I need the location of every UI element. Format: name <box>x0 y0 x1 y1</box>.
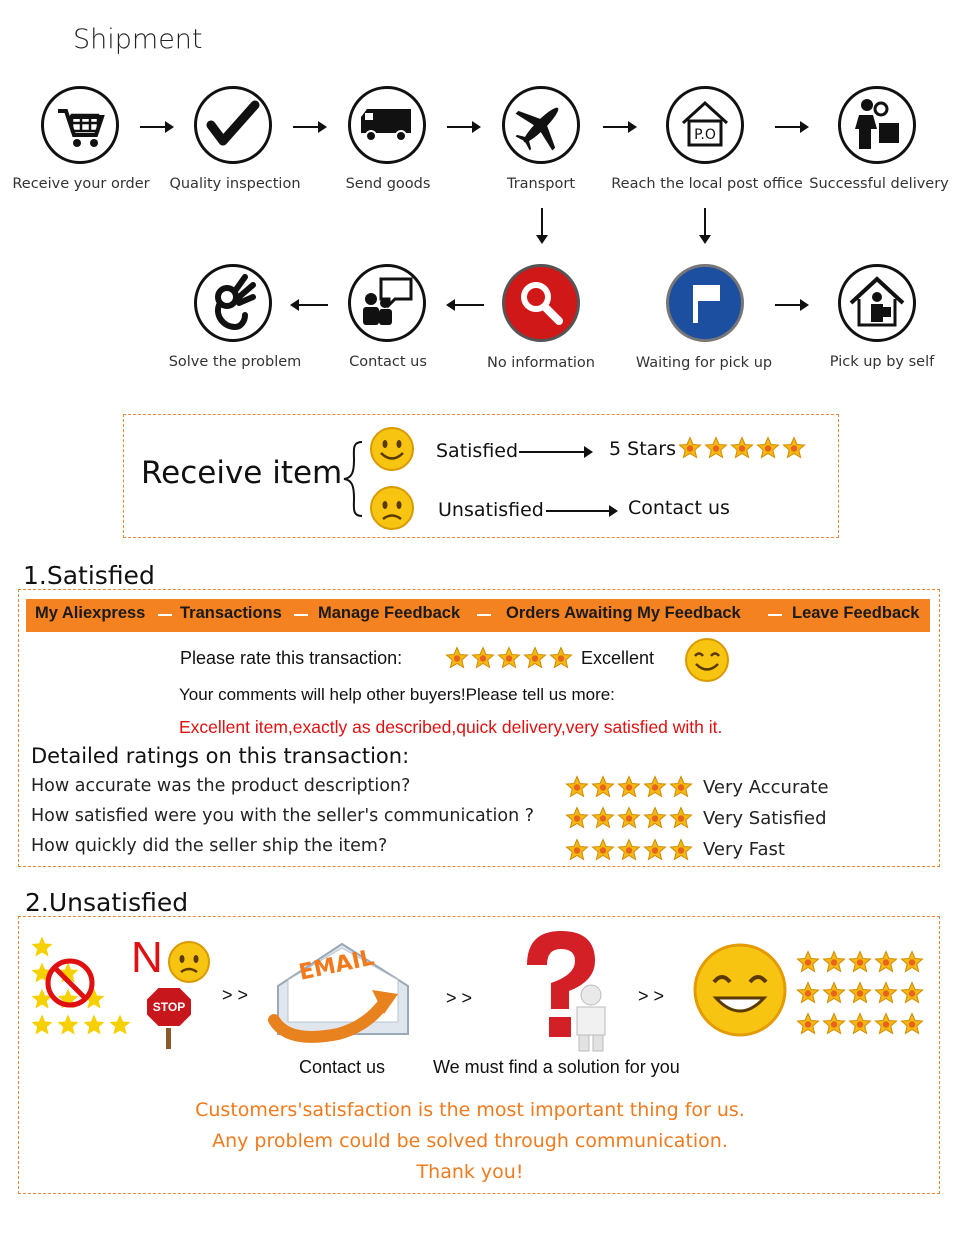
flow-arrow <box>603 126 635 128</box>
flow-arrow <box>140 126 172 128</box>
solution-caption: We must find a solution for you <box>433 1057 680 1077</box>
flow-arrow <box>546 510 616 512</box>
crossed-stars-icon <box>30 935 140 1039</box>
star-icon <box>796 981 820 1005</box>
star-icon <box>730 436 754 460</box>
rate-prompt: Please rate this transaction: <box>180 648 403 668</box>
smile-face-icon <box>684 637 730 683</box>
ok-hand-icon <box>194 264 272 342</box>
star-icon <box>565 775 589 799</box>
flow-arrow-down <box>704 208 706 242</box>
breadcrumb-my-aliexpress[interactable]: My Aliexpress <box>35 604 146 622</box>
step-label: Quality inspection <box>169 176 301 192</box>
step-label: Pick up by self <box>829 354 935 370</box>
star-icon <box>848 981 872 1005</box>
flow-arrow-text: > > <box>222 985 249 1005</box>
rate-result: Excellent <box>581 648 655 668</box>
delivery-truck-icon <box>348 86 426 164</box>
unsatisfied-section-title: 2.Unsatisfied <box>25 888 189 917</box>
email-text: EMAIL <box>296 945 377 986</box>
step-label: Send goods <box>345 176 431 192</box>
star-icon <box>669 775 693 799</box>
star-icon <box>796 1012 820 1036</box>
star-icon <box>756 436 780 460</box>
email-envelope-icon <box>268 930 416 1048</box>
breadcrumb-manage-feedback[interactable]: Manage Feedback <box>318 604 461 622</box>
courier-delivery-icon <box>838 86 916 164</box>
unsatisfied-label: Unsatisfied <box>438 499 544 521</box>
star-icon <box>643 838 667 862</box>
stars-rating <box>796 950 926 978</box>
star-icon <box>591 838 615 862</box>
breadcrumb-separator <box>158 614 172 616</box>
satisfied-section-title: 1.Satisfied <box>23 561 155 590</box>
step-label: Successful delivery <box>809 176 949 192</box>
flow-arrow <box>519 451 591 453</box>
flow-arrow-left <box>448 304 484 306</box>
breadcrumb-separator <box>477 614 491 616</box>
star-icon <box>900 950 924 974</box>
comment-prompt: Your comments will help other buyers!Please tell us more: <box>179 685 615 704</box>
star-icon <box>900 1012 924 1036</box>
step-label: Contact us <box>349 354 427 370</box>
star-icon <box>84 1015 105 1035</box>
chat-people-icon <box>348 264 426 342</box>
airplane-icon <box>502 86 580 164</box>
star-icon <box>617 838 641 862</box>
flow-arrow-text: > > <box>446 988 473 1008</box>
sad-face-icon <box>369 485 415 531</box>
breadcrumb-separator <box>768 614 782 616</box>
star-icon <box>848 1012 872 1036</box>
brace-icon <box>342 440 366 518</box>
star-icon <box>678 436 702 460</box>
star-icon <box>32 1015 53 1035</box>
stars-rating[interactable] <box>445 646 575 674</box>
star-icon <box>874 981 898 1005</box>
no-letter: N <box>131 933 163 982</box>
detailed-ratings-title: Detailed ratings on this transaction: <box>31 744 410 768</box>
communication-message: Any problem could be solved through communication. <box>212 1130 728 1152</box>
stars-rating <box>678 436 808 464</box>
step-label: Reach the local post office <box>611 176 803 192</box>
star-icon <box>643 775 667 799</box>
house-pickup-icon <box>838 264 916 342</box>
post-office-text: P.O <box>694 127 716 143</box>
step-label: Transport <box>506 176 576 192</box>
breadcrumb-transactions[interactable]: Transactions <box>180 604 282 622</box>
star-icon <box>497 646 521 670</box>
breadcrumb-separator <box>294 614 308 616</box>
star-icon <box>669 806 693 830</box>
star-icon <box>669 838 693 862</box>
rating-question: How satisfied were you with the seller's communication ? <box>31 806 535 826</box>
flow-arrow-left <box>292 304 328 306</box>
star-icon <box>704 436 728 460</box>
flow-arrow <box>775 126 807 128</box>
worried-face-icon <box>166 940 212 984</box>
flag-icon <box>666 264 744 342</box>
rating-question: How quickly did the seller ship the item? <box>31 836 388 856</box>
star-icon <box>591 806 615 830</box>
step-label: No information <box>486 355 595 371</box>
stars-rating[interactable] <box>565 838 695 866</box>
star-icon <box>58 1015 79 1035</box>
flow-arrow <box>775 304 807 306</box>
contact-us-caption: Contact us <box>299 1057 386 1077</box>
stars-rating <box>796 1012 926 1040</box>
question-mark-person-icon <box>505 925 625 1055</box>
star-icon <box>565 806 589 830</box>
step-label: Receive your order <box>12 176 150 192</box>
flow-arrow-text: > > <box>638 986 665 1006</box>
stop-sign-icon <box>144 985 194 1051</box>
star-icon <box>110 1015 131 1035</box>
thank-you-message: Thank you! <box>416 1161 524 1183</box>
receive-item-title: Receive item <box>141 455 343 491</box>
step-label: Waiting for pick up <box>635 355 773 371</box>
star-icon <box>822 1012 846 1036</box>
happy-face-icon <box>369 426 415 472</box>
rating-answer: Very Accurate <box>703 777 829 798</box>
star-icon <box>874 950 898 974</box>
stars-rating <box>796 981 926 1009</box>
breadcrumb-orders-awaiting[interactable]: Orders Awaiting My Feedback <box>506 604 741 622</box>
checkmark-icon <box>194 86 272 164</box>
flow-arrow-down <box>541 208 543 242</box>
five-stars-label: 5 Stars <box>609 438 676 460</box>
stop-sign-text: STOP <box>152 1000 186 1014</box>
stars-rating[interactable] <box>565 806 695 834</box>
star-icon <box>32 937 53 957</box>
star-icon <box>565 838 589 862</box>
star-icon <box>643 806 667 830</box>
shipment-title: Shipment <box>73 24 203 55</box>
star-icon <box>848 950 872 974</box>
satisfaction-message: Customers'satisfaction is the most important thing for us. <box>195 1099 745 1121</box>
star-icon <box>822 950 846 974</box>
breadcrumb-leave-feedback[interactable]: Leave Feedback <box>792 604 920 622</box>
star-icon <box>822 981 846 1005</box>
stars-rating[interactable] <box>565 775 695 803</box>
step-label: Solve the problem <box>168 354 302 370</box>
shopping-cart-icon <box>41 86 119 164</box>
star-icon <box>591 775 615 799</box>
flow-arrow <box>447 126 479 128</box>
satisfied-label: Satisfied <box>436 440 519 462</box>
star-icon <box>796 950 820 974</box>
star-icon <box>782 436 806 460</box>
big-smile-face-icon <box>692 942 788 1038</box>
rating-answer: Very Fast <box>703 839 785 860</box>
star-icon <box>874 1012 898 1036</box>
star-icon <box>617 775 641 799</box>
star-icon <box>617 806 641 830</box>
star-icon <box>900 981 924 1005</box>
magnifier-icon <box>502 264 580 342</box>
post-office-icon <box>666 86 744 164</box>
flow-arrow <box>293 126 325 128</box>
star-icon <box>523 646 547 670</box>
star-icon <box>445 646 469 670</box>
star-icon <box>471 646 495 670</box>
comment-text[interactable]: Excellent item,exactly as described,quick delivery,very satisfied with it. <box>179 717 723 737</box>
breadcrumb <box>26 599 930 632</box>
rating-answer: Very Satisfied <box>703 808 827 829</box>
star-icon <box>549 646 573 670</box>
rating-question: How accurate was the product description? <box>31 776 411 796</box>
contact-us-label: Contact us <box>628 497 730 519</box>
